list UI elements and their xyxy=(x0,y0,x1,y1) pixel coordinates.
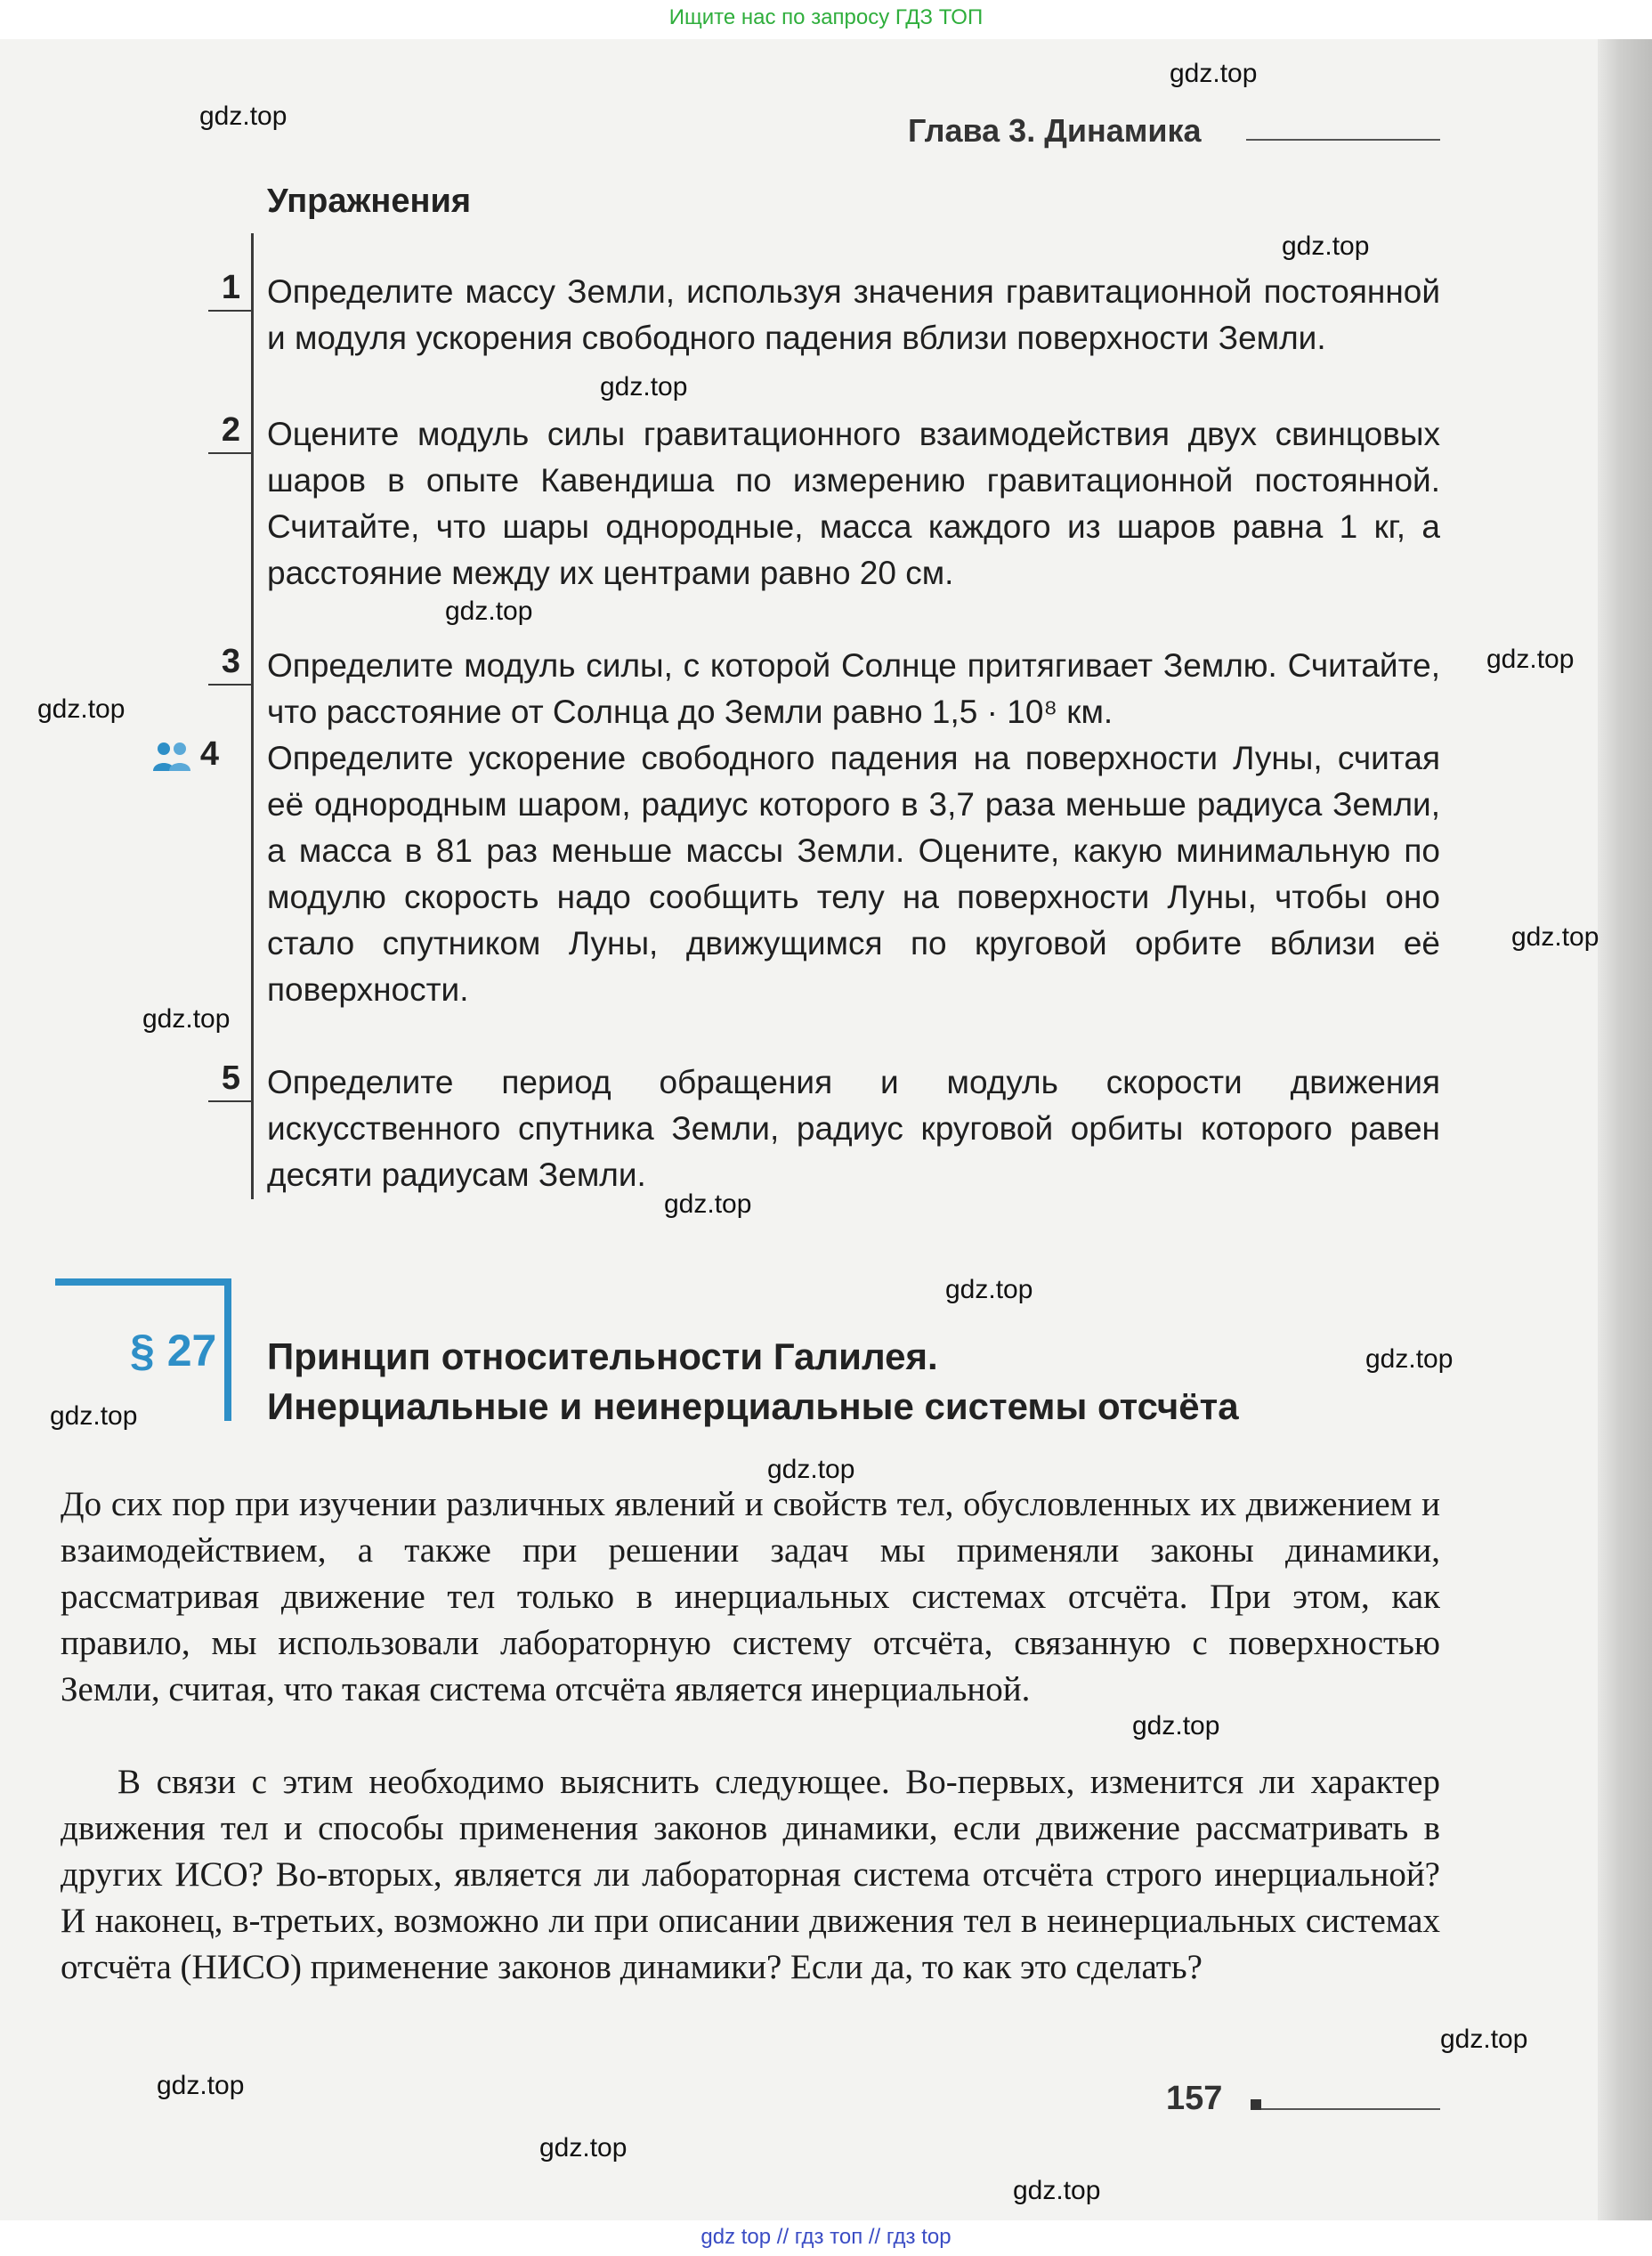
watermark: gdz.top xyxy=(1511,922,1599,952)
watermark: gdz.top xyxy=(50,1401,138,1431)
exercise-number-rule xyxy=(208,1100,251,1102)
exercise-number-rule xyxy=(208,684,251,686)
header-rule xyxy=(1246,139,1440,141)
page-edge-shadow xyxy=(1598,39,1652,2220)
watermark: gdz.top xyxy=(1132,1711,1220,1741)
watermark: gdz.top xyxy=(1170,59,1258,88)
watermark: gdz.top xyxy=(1282,231,1370,261)
body-paragraph: До сих пор при изучении различных явлений и свойств тел, обусловленных их движением и взаимодействием, а также при решении задач мы применяли законы динамики, рассматривая движение тел только в инерциальных системах отсчёта. При этом, как правило, мы использовали лабораторную систему отсчёта, связанную с поверхностью Земли, считая, что такая система отсчёта является инерциальной. xyxy=(61,1485,1440,1708)
section-accent-vbar xyxy=(224,1278,231,1421)
watermark: gdz.top xyxy=(1365,1344,1454,1374)
watermark: gdz.top xyxy=(945,1275,1033,1304)
exercise-number: 4 xyxy=(199,735,219,773)
watermark: gdz.top xyxy=(37,694,126,724)
exercise-number: 1 xyxy=(221,269,240,306)
exercise-number: 2 xyxy=(221,411,240,449)
watermark: gdz.top xyxy=(664,1189,752,1219)
watermark: gdz.top xyxy=(600,372,688,402)
section-number: § 27 xyxy=(130,1326,217,1376)
section-title-line: Принцип относительности Галилея. xyxy=(267,1335,938,1377)
exercises-title: Упражнения xyxy=(267,183,472,220)
exercises-vertical-rule xyxy=(251,233,254,1199)
exercise-number: 5 xyxy=(221,1059,240,1097)
exercise-text: Определите массу Земли, используя значения гравитационной постоянной и модуля ускорения свободного падения вблизи поверхности Земли. xyxy=(267,273,1440,356)
exercise-number-rule xyxy=(208,310,251,312)
exercise-text: Определите ускорение свободного падения на поверхности Луны, считая её однородным шаром, радиус которого в 3,7 раза меньше радиуса Земли, а масса в 81 раз меньше массы Земли. Оцените, какую минимальную по модулю скорость надо сообщить телу на поверхности Луны, чтобы оно стало спутником Луны, движущимся по круговой орбите вблизи её поверхности. xyxy=(267,740,1440,1008)
body-paragraph: В связи с этим необходимо выяснить следующее. Во-первых, изменится ли характер движения тел и способы применения законов динамики, если движение рассматривать в других ИСО? Во-вторых, является ли лабораторная система отсчёта строго инерциальной? И наконец, в-третьих, возможно ли при описании движения тел в неинерциальных системах отсчёта (НИСО) применение законов динамики? Если да, то как это сделать? xyxy=(61,1763,1440,1986)
watermark: gdz.top xyxy=(142,1004,231,1034)
watermark: gdz.top xyxy=(1440,2025,1528,2054)
section-title xyxy=(267,1332,1454,1432)
watermark: gdz.top xyxy=(539,2133,628,2163)
exercise-text: Оцените модуль силы гравитационного взаимодействия двух свинцовых шаров в опыте Кавендиша по измерению гравитационной постоянной. Считайте, что шары однородные, масса каждого из шаров равна 1 кг, а расстояние между их центрами равно 20 см. xyxy=(267,416,1440,591)
footer-rule xyxy=(1251,2108,1440,2110)
watermark: gdz.top xyxy=(1486,645,1575,674)
watermark: gdz.top xyxy=(445,596,533,626)
section-accent-bar xyxy=(55,1278,224,1286)
footer-square xyxy=(1251,2099,1261,2110)
watermark: gdz.top xyxy=(199,101,287,131)
watermark: gdz.top xyxy=(767,1455,855,1484)
exercise-number-rule xyxy=(208,452,251,454)
watermark: gdz.top xyxy=(157,2071,245,2100)
exercise-text: Определите период обращения и модуль скорости движения искусственного спутника Земли, радиус круговой орбиты которого равен десяти радиусам Земли. xyxy=(267,1064,1440,1193)
bottom-banner: gdz top // гдз топ // гдз top xyxy=(700,2225,952,2249)
exercise-text: Определите модуль силы, с которой Солнце притягивает Землю. Считайте, что расстояние от Солнца до Земли равно 1,5 · 10⁸ км. xyxy=(267,647,1440,730)
section-title-line: Инерциальные и неинерциальные системы отсчёта xyxy=(267,1385,1239,1427)
page-number: 157 xyxy=(1166,2080,1223,2117)
exercise-number: 3 xyxy=(221,643,240,680)
chapter-header: Глава 3. Динамика xyxy=(908,112,1202,149)
watermark: gdz.top xyxy=(1013,2176,1101,2205)
top-banner: Ищите нас по запросу ГДЗ ТОП xyxy=(668,5,984,29)
